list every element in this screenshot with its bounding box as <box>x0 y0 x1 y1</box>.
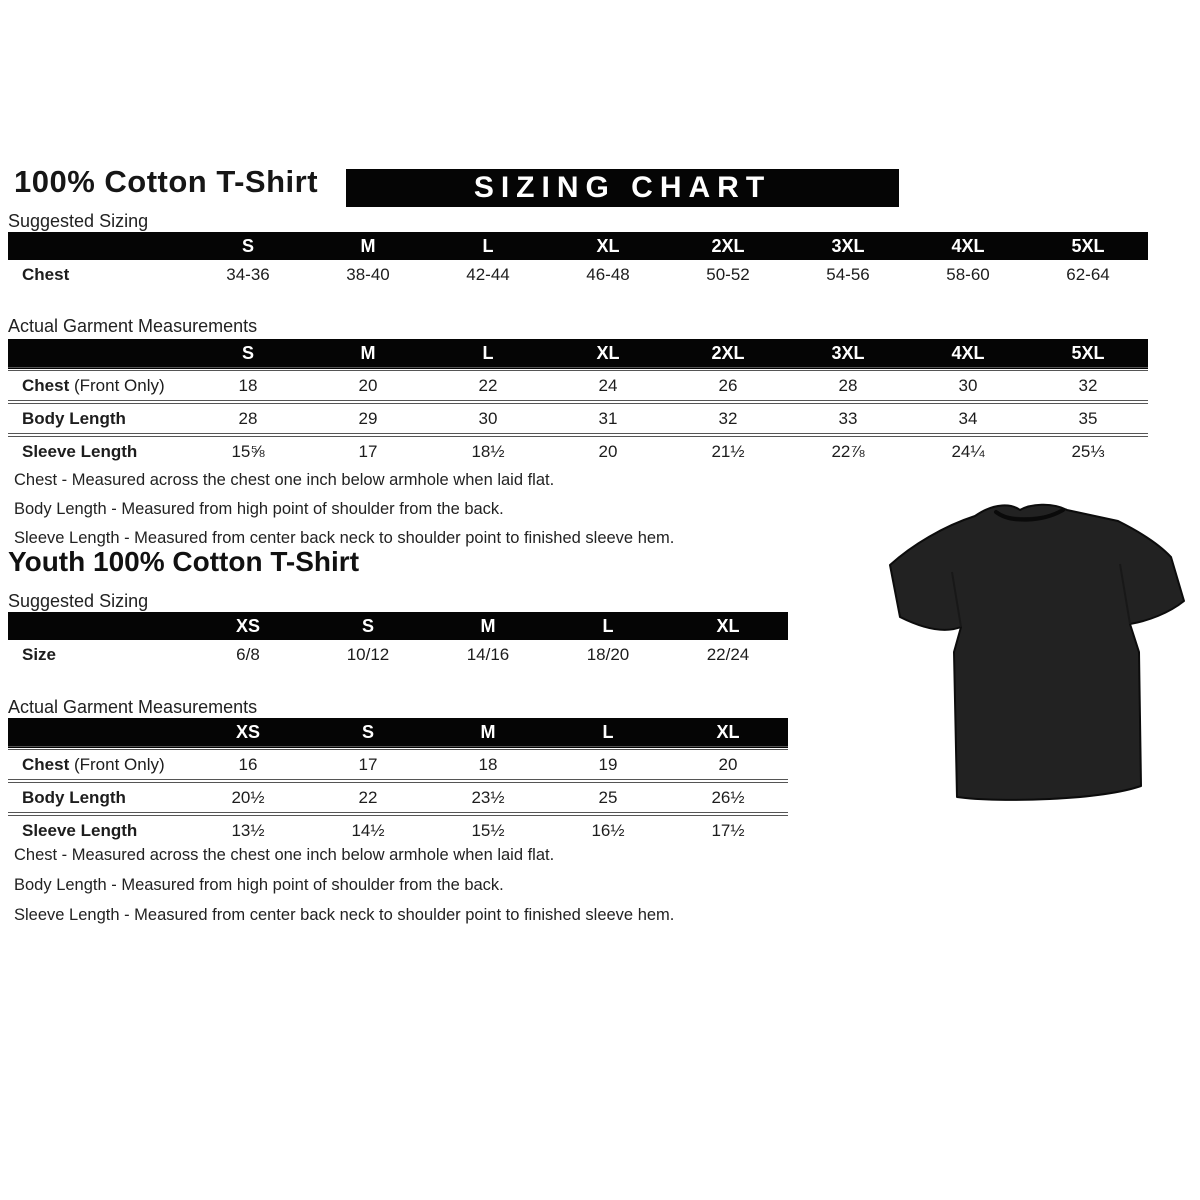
header-cell-size: S <box>188 339 308 369</box>
cell-value: 20 <box>548 435 668 466</box>
table-header-row <box>8 612 788 640</box>
sizing-chart-banner-text: SIZING CHART <box>473 171 772 204</box>
cell-value: 22 <box>308 781 428 814</box>
table-row-body-length <box>8 402 1148 435</box>
cell-value: 15⅝ <box>188 435 308 466</box>
note-sleeve-length: Sleeve Length - Measured from center back neck to shoulder point to finished sleeve hem. <box>14 529 675 547</box>
adult-measurement-notes <box>14 466 674 553</box>
table-row-chest <box>8 260 1148 290</box>
adult-garment-measurements-label: Actual Garment Measurements <box>8 316 258 336</box>
black-tshirt-image <box>860 460 1200 840</box>
header-cell-size: S <box>188 232 308 260</box>
note-body-length: Body Length - Measured from high point of shoulder from the back. <box>14 876 504 894</box>
cell-value: 19 <box>548 748 668 781</box>
header-cell-size: M <box>428 718 548 748</box>
header-cell-size: L <box>428 339 548 369</box>
header-cell-size: 5XL <box>1028 339 1148 369</box>
header-cell-size: XS <box>188 612 308 640</box>
header-cell-size: 3XL <box>788 339 908 369</box>
cell-value: 34-36 <box>226 265 270 284</box>
cell-value: 16 <box>188 748 308 781</box>
cell-value: 30 <box>428 402 548 435</box>
cell-value: 42-44 <box>466 265 510 284</box>
note-sleeve-length: Sleeve Length - Measured from center back neck to shoulder point to finished sleeve hem. <box>14 906 675 924</box>
header-cell-size: XS <box>188 718 308 748</box>
cell-value: 24¼ <box>908 435 1028 466</box>
cell-value: 17½ <box>668 814 788 845</box>
header-cell-size: S <box>308 612 428 640</box>
tshirt-body-shape <box>890 505 1184 800</box>
cell-value: 58-60 <box>946 265 990 284</box>
cell-value: 46-48 <box>586 265 630 284</box>
row-label <box>8 369 188 402</box>
cell-value: 15½ <box>428 814 548 845</box>
youth-section-title: Youth 100% Cotton T-Shirt <box>8 546 360 577</box>
cell-value: 10/12 <box>346 645 390 664</box>
adult-suggested-sizing-label: Suggested Sizing <box>8 211 149 231</box>
table-row-chest <box>8 369 1148 402</box>
cell-value: 22 <box>428 369 548 402</box>
cell-value: 13½ <box>188 814 308 845</box>
table-header-row <box>8 718 788 748</box>
youth-suggested-sizing-table <box>8 612 788 670</box>
sizing-chart-banner <box>346 169 899 207</box>
table-row-body-length <box>8 781 788 814</box>
cell-value: 18½ <box>428 435 548 466</box>
header-cell-size: L <box>548 718 668 748</box>
table-row-size <box>8 640 788 670</box>
cell-value: 22⅞ <box>788 435 908 466</box>
header-cell-size: M <box>308 339 428 369</box>
header-cell-size: XL <box>548 232 668 260</box>
header-cell-size: XL <box>548 339 668 369</box>
header-cell-size: 2XL <box>668 339 788 369</box>
header-cell-blank <box>8 339 188 369</box>
table-row-chest <box>8 748 788 781</box>
cell-value: 34 <box>908 402 1028 435</box>
header-cell-size: M <box>308 232 428 260</box>
header-cell-size: L <box>428 232 548 260</box>
adult-suggested-sizing-table <box>8 232 1148 290</box>
header-cell-blank <box>8 612 188 640</box>
header-cell-size: 5XL <box>1028 232 1148 260</box>
header-cell-size: 3XL <box>788 232 908 260</box>
table-header-row <box>8 339 1148 369</box>
cell-value: 24 <box>548 369 668 402</box>
row-label-suffix: (Front Only) <box>69 754 165 774</box>
header-cell-size: 4XL <box>908 339 1028 369</box>
youth-suggested-sizing-label: Suggested Sizing <box>8 591 149 611</box>
cell-value: 25⅓ <box>1028 435 1148 466</box>
cell-value: 31 <box>548 402 668 435</box>
cell-value: 17 <box>308 748 428 781</box>
header-cell-size: 4XL <box>908 232 1028 260</box>
cell-value: 6/8 <box>236 645 260 664</box>
page-title: 100% Cotton T-Shirt <box>14 164 319 199</box>
cell-value: 25 <box>548 781 668 814</box>
cell-value: 16½ <box>548 814 668 845</box>
row-label <box>8 435 188 466</box>
row-label-text: Chest <box>22 375 70 395</box>
cell-value: 17 <box>308 435 428 466</box>
row-label-text: Chest <box>22 754 70 774</box>
table-header-row <box>8 232 1148 260</box>
youth-measurement-notes <box>14 840 674 930</box>
cell-value: 23½ <box>428 781 548 814</box>
cell-value: 38-40 <box>346 265 390 284</box>
cell-value: 30 <box>908 369 1028 402</box>
cell-value: 26 <box>668 369 788 402</box>
cell-value: 26½ <box>668 781 788 814</box>
note-chest: Chest - Measured across the chest one inch below armhole when laid flat. <box>14 471 555 489</box>
row-label-text: Size <box>22 645 57 664</box>
row-label <box>8 781 188 814</box>
cell-value: 22/24 <box>706 645 750 664</box>
cell-value: 20 <box>308 369 428 402</box>
youth-garment-measurements-label: Actual Garment Measurements <box>8 697 258 717</box>
row-label-text: Body Length <box>22 787 126 807</box>
header-cell-size: M <box>428 612 548 640</box>
cell-value: 18 <box>188 369 308 402</box>
row-label-text: Sleeve Length <box>22 820 138 840</box>
cell-value: 18 <box>428 748 548 781</box>
row-label <box>8 402 188 435</box>
cell-value: 35 <box>1028 402 1148 435</box>
cell-value: 21½ <box>668 435 788 466</box>
cell-value: 50-52 <box>706 265 750 284</box>
header-cell-size: L <box>548 612 668 640</box>
header-cell-size: S <box>308 718 428 748</box>
row-label-text: Sleeve Length <box>22 441 138 461</box>
cell-value: 14½ <box>308 814 428 845</box>
cell-value: 33 <box>788 402 908 435</box>
cell-value: 20 <box>668 748 788 781</box>
header-cell-size: XL <box>668 612 788 640</box>
cell-value: 28 <box>188 402 308 435</box>
cell-value: 28 <box>788 369 908 402</box>
adult-garment-measurements-table <box>8 339 1148 466</box>
row-label <box>8 260 188 290</box>
cell-value: 62-64 <box>1066 265 1110 284</box>
cell-value: 14/16 <box>466 645 510 664</box>
note-body-length: Body Length - Measured from high point of shoulder from the back. <box>14 500 504 518</box>
row-label-text: Body Length <box>22 408 126 428</box>
header-cell-size: XL <box>668 718 788 748</box>
header-cell-size: 2XL <box>668 232 788 260</box>
header-cell-blank <box>8 232 188 260</box>
cell-value: 20½ <box>188 781 308 814</box>
cell-value: 18/20 <box>586 645 630 664</box>
cell-value: 54-56 <box>826 265 870 284</box>
youth-garment-measurements-table <box>8 718 788 845</box>
row-label-suffix: (Front Only) <box>69 375 165 395</box>
row-label <box>8 640 188 670</box>
row-label <box>8 748 188 781</box>
cell-value: 32 <box>668 402 788 435</box>
row-label-text: Chest <box>22 265 70 284</box>
cell-value: 29 <box>308 402 428 435</box>
cell-value: 32 <box>1028 369 1148 402</box>
header-cell-blank <box>8 718 188 748</box>
note-chest: Chest - Measured across the chest one inch below armhole when laid flat. <box>14 846 555 864</box>
